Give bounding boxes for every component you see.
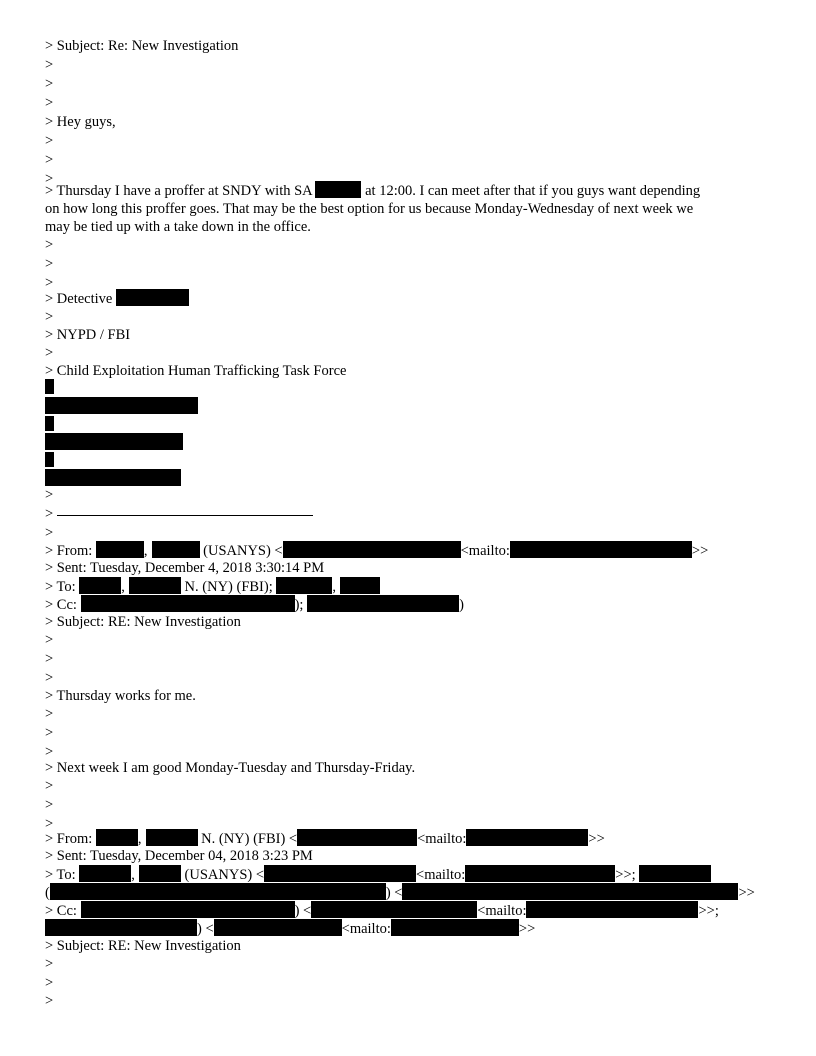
body-line: > Next week I am good Monday-Tuesday and Thursday-Friday. <box>45 760 416 776</box>
quote-marker: > <box>45 487 54 503</box>
separator-line: > <box>45 505 313 523</box>
redaction <box>45 919 197 936</box>
quote-marker: > <box>45 956 54 972</box>
to-line: > To: , N. (NY) (FBI); , <box>45 577 380 595</box>
quote-marker: > <box>45 237 54 253</box>
signature-unit: > Child Exploitation Human Trafficking Task Force <box>45 363 347 379</box>
sig-label: > Detective <box>45 291 116 307</box>
redaction <box>315 181 361 198</box>
body-paragraph-line: may be tied up with a take down in the office. <box>45 219 311 235</box>
quote-marker: > <box>45 309 54 325</box>
quote-marker: > <box>45 95 54 111</box>
quote-marker: > <box>45 816 54 832</box>
redaction <box>45 416 54 431</box>
redaction <box>129 577 181 594</box>
quote-marker: > <box>45 57 54 73</box>
redaction <box>152 541 200 558</box>
redaction <box>81 595 295 612</box>
redaction <box>139 865 181 882</box>
redaction <box>116 289 189 306</box>
redaction <box>340 577 380 594</box>
redaction <box>402 883 738 900</box>
redaction <box>50 883 386 900</box>
redaction <box>45 469 181 486</box>
quote-marker: > <box>45 256 54 272</box>
quote-marker: > <box>45 525 54 541</box>
redaction <box>45 433 183 450</box>
redaction <box>391 919 519 936</box>
quote-marker: > <box>45 632 54 648</box>
redaction <box>45 379 54 394</box>
from-line: > From: , (USANYS) < <mailto: >> <box>45 543 709 559</box>
to-line-continued: ( ) < >> <box>45 885 755 901</box>
redaction <box>96 829 138 846</box>
redaction <box>276 577 332 594</box>
redaction <box>526 901 698 918</box>
quote-marker: > <box>45 670 54 686</box>
divider <box>57 514 313 516</box>
signature-name <box>45 289 189 307</box>
redaction <box>307 595 459 612</box>
body-text: > Thursday I have a proffer at SNDY with SA <box>45 183 316 199</box>
quote-marker: > <box>45 171 54 187</box>
redaction <box>311 901 477 918</box>
redaction <box>96 541 144 558</box>
body-text: at 12:00. I can meet after that if you guys want depending <box>361 183 701 199</box>
cc-line-continued: ) < <mailto: >> <box>45 919 535 937</box>
quote-marker: > <box>45 725 54 741</box>
quote-marker: > <box>45 345 54 361</box>
signature-org: > NYPD / FBI <box>45 327 131 343</box>
to-line: > To: , (USANYS) < <mailto: >>; <box>45 865 711 883</box>
quote-marker: > <box>45 744 54 760</box>
greeting: > Hey guys, <box>45 114 116 130</box>
redaction <box>45 397 198 414</box>
quote-marker: > <box>45 778 54 794</box>
redaction <box>466 829 588 846</box>
redaction <box>45 452 54 467</box>
redaction <box>283 541 461 558</box>
sent-line: > Sent: Tuesday, December 4, 2018 3:30:14 PM <box>45 560 325 576</box>
body-paragraph-line <box>45 181 700 199</box>
redaction <box>79 577 121 594</box>
quote-marker: > <box>45 133 54 149</box>
quote-marker: > <box>45 275 54 291</box>
subject-line: > Subject: RE: New Investigation <box>45 938 241 954</box>
body-paragraph-line: on how long this proffer goes. That may be the best option for us because Monday-Wednesday of next week we <box>45 201 694 217</box>
redaction <box>510 541 692 558</box>
quote-marker: > <box>45 975 54 991</box>
subject-line: > Subject: RE: New Investigation <box>45 614 241 630</box>
redaction <box>214 919 342 936</box>
cc-line: > Cc: ); ) <box>45 597 464 613</box>
redaction <box>264 865 416 882</box>
quote-marker: > <box>45 152 54 168</box>
redaction <box>81 901 295 918</box>
cc-line: > Cc: ) < <mailto: >>; <box>45 903 719 919</box>
redaction <box>146 829 198 846</box>
quote-marker: > <box>45 76 54 92</box>
redaction <box>465 865 615 882</box>
body-line: > Thursday works for me. <box>45 688 196 704</box>
redaction <box>79 865 131 882</box>
quote-marker: > <box>45 993 54 1009</box>
quote-marker: > <box>45 651 54 667</box>
subject-line: > Subject: Re: New Investigation <box>45 38 239 54</box>
quote-marker: > <box>45 706 54 722</box>
redaction <box>639 865 711 882</box>
from-line: > From: , N. (NY) (FBI) < <mailto: >> <box>45 831 605 847</box>
redaction <box>297 829 417 846</box>
sent-line: > Sent: Tuesday, December 04, 2018 3:23 PM <box>45 848 313 864</box>
quote-marker: > <box>45 797 54 813</box>
